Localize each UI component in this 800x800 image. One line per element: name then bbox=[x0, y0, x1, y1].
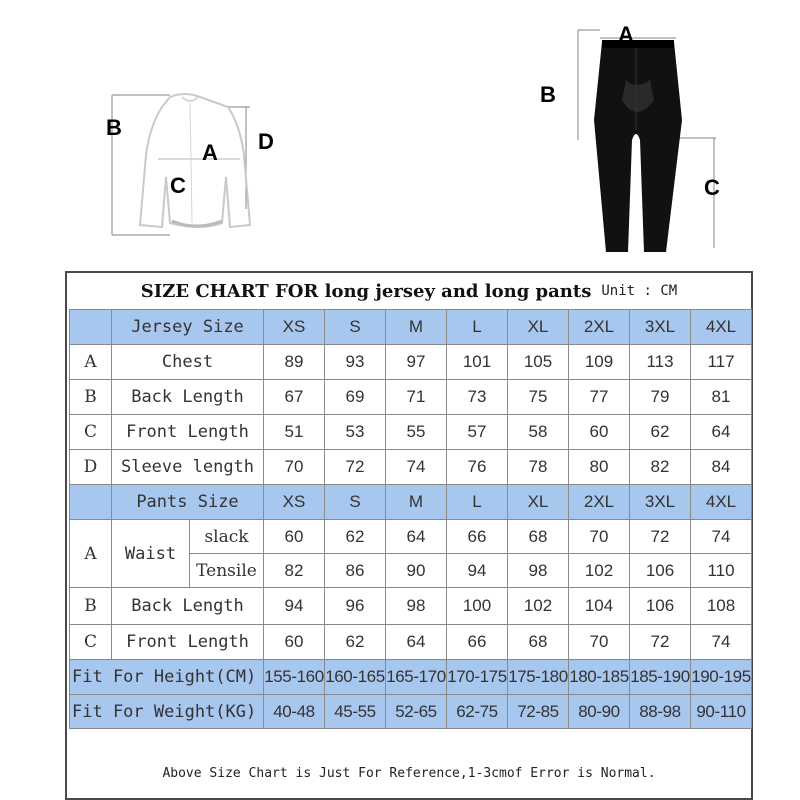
table-row bbox=[70, 588, 752, 625]
table-cell: 66 bbox=[447, 520, 508, 554]
jersey-illustration bbox=[100, 85, 300, 245]
table-cell: 98 bbox=[386, 588, 447, 625]
size-header: 2XL bbox=[569, 485, 630, 520]
row-letter: A bbox=[70, 520, 112, 588]
row-label: Waist bbox=[112, 520, 190, 588]
size-chart bbox=[65, 271, 753, 800]
jersey-label-a: A bbox=[202, 140, 218, 165]
table-cell: 72-85 bbox=[508, 695, 569, 729]
table-cell: 62-75 bbox=[447, 695, 508, 729]
row-label: Back Length bbox=[112, 588, 264, 625]
table-cell: 68 bbox=[508, 625, 569, 660]
row-letter: B bbox=[70, 588, 112, 625]
table-cell: 70 bbox=[569, 625, 630, 660]
row-label: Chest bbox=[112, 345, 264, 380]
table-cell: 60 bbox=[264, 520, 325, 554]
table-cell: 180-185 bbox=[569, 660, 630, 695]
jersey-label-c: C bbox=[170, 173, 186, 198]
fit-height-row bbox=[70, 660, 752, 695]
table-cell: 160-165 bbox=[325, 660, 386, 695]
table-cell: 117 bbox=[691, 345, 752, 380]
size-header: 3XL bbox=[630, 485, 691, 520]
pants-header-row bbox=[70, 485, 752, 520]
size-header: L bbox=[447, 485, 508, 520]
row-label: Back Length bbox=[112, 380, 264, 415]
table-cell: 94 bbox=[264, 588, 325, 625]
size-header: XS bbox=[264, 310, 325, 345]
size-header: 4XL bbox=[691, 485, 752, 520]
table-cell: 100 bbox=[447, 588, 508, 625]
table-cell: 64 bbox=[691, 415, 752, 450]
table-cell: 71 bbox=[386, 380, 447, 415]
table-cell: 62 bbox=[325, 520, 386, 554]
table-cell: 79 bbox=[630, 380, 691, 415]
table-cell: 60 bbox=[264, 625, 325, 660]
chart-title: SIZE CHART FOR long jersey and long pants bbox=[140, 280, 592, 302]
table-cell: 78 bbox=[508, 450, 569, 485]
row-letter: C bbox=[70, 415, 112, 450]
table-cell: 109 bbox=[569, 345, 630, 380]
pants-label-c: C bbox=[704, 175, 720, 200]
table-cell: 73 bbox=[447, 380, 508, 415]
row-letter: D bbox=[70, 450, 112, 485]
table-cell: 72 bbox=[630, 625, 691, 660]
table-cell: 86 bbox=[325, 554, 386, 588]
table-cell: 62 bbox=[630, 415, 691, 450]
table-cell: 70 bbox=[569, 520, 630, 554]
table-cell: 60 bbox=[569, 415, 630, 450]
size-header: 2XL bbox=[569, 310, 630, 345]
table-cell: 165-170 bbox=[386, 660, 447, 695]
jersey-label-b: B bbox=[106, 115, 122, 140]
table-cell: 102 bbox=[508, 588, 569, 625]
table-cell: 93 bbox=[325, 345, 386, 380]
table-cell: 72 bbox=[325, 450, 386, 485]
jersey-label-d: D bbox=[258, 129, 274, 154]
table-cell: 80 bbox=[569, 450, 630, 485]
table-cell: 64 bbox=[386, 625, 447, 660]
chart-title-row bbox=[67, 273, 751, 309]
row-sublabel: slack bbox=[190, 520, 264, 554]
row-label: Front Length bbox=[112, 625, 264, 660]
table-cell: 98 bbox=[508, 554, 569, 588]
size-header: S bbox=[325, 485, 386, 520]
table-cell: 170-175 bbox=[447, 660, 508, 695]
jersey-size-header: Jersey Size bbox=[112, 310, 264, 345]
row-letter: A bbox=[70, 345, 112, 380]
table-cell: 66 bbox=[447, 625, 508, 660]
table-cell: 102 bbox=[569, 554, 630, 588]
table-cell: 76 bbox=[447, 450, 508, 485]
table-cell: 81 bbox=[691, 380, 752, 415]
chart-unit: Unit : CM bbox=[601, 283, 678, 299]
row-label: Front Length bbox=[112, 415, 264, 450]
table-cell: 90-110 bbox=[691, 695, 752, 729]
pants-label-b: B bbox=[540, 82, 556, 107]
table-row bbox=[70, 345, 752, 380]
table-cell: 88-98 bbox=[630, 695, 691, 729]
table-cell: 57 bbox=[447, 415, 508, 450]
table-cell: 52-65 bbox=[386, 695, 447, 729]
table-cell: 82 bbox=[264, 554, 325, 588]
size-header: M bbox=[386, 310, 447, 345]
table-cell: 84 bbox=[691, 450, 752, 485]
table-cell: 74 bbox=[691, 520, 752, 554]
table-cell: 106 bbox=[630, 554, 691, 588]
size-header: 4XL bbox=[691, 310, 752, 345]
pants-label-a: A bbox=[618, 22, 634, 47]
size-header: S bbox=[325, 310, 386, 345]
pants-size-header: Pants Size bbox=[112, 485, 264, 520]
table-cell: 190-195 bbox=[691, 660, 752, 695]
table-cell: 45-55 bbox=[325, 695, 386, 729]
chart-footnote: Above Size Chart is Just For Reference,1-3cmof Error is Normal. bbox=[162, 765, 656, 781]
table-cell: 74 bbox=[386, 450, 447, 485]
table-cell: 69 bbox=[325, 380, 386, 415]
table-cell: 108 bbox=[691, 588, 752, 625]
table-cell: 72 bbox=[630, 520, 691, 554]
table-cell: 77 bbox=[569, 380, 630, 415]
table-cell: 53 bbox=[325, 415, 386, 450]
row-letter: C bbox=[70, 625, 112, 660]
table-cell: 62 bbox=[325, 625, 386, 660]
table-cell: 70 bbox=[264, 450, 325, 485]
row-letter: B bbox=[70, 380, 112, 415]
table-cell: 64 bbox=[386, 520, 447, 554]
table-cell: 82 bbox=[630, 450, 691, 485]
pants-silhouette-icon bbox=[536, 20, 736, 260]
size-header: XS bbox=[264, 485, 325, 520]
table-cell: 89 bbox=[264, 345, 325, 380]
size-header: 3XL bbox=[630, 310, 691, 345]
table-row bbox=[70, 450, 752, 485]
jersey-outline-icon bbox=[100, 85, 300, 245]
size-header: M bbox=[386, 485, 447, 520]
table-cell: 96 bbox=[325, 588, 386, 625]
size-header: XL bbox=[508, 485, 569, 520]
table-cell: 113 bbox=[630, 345, 691, 380]
table-cell: 80-90 bbox=[569, 695, 630, 729]
table-cell: 110 bbox=[691, 554, 752, 588]
table-cell: 101 bbox=[447, 345, 508, 380]
fit-weight-label: Fit For Weight(KG) bbox=[70, 695, 264, 729]
table-cell: 67 bbox=[264, 380, 325, 415]
fit-weight-row bbox=[70, 695, 752, 729]
table-cell: 185-190 bbox=[630, 660, 691, 695]
table-row bbox=[70, 380, 752, 415]
table-cell: 105 bbox=[508, 345, 569, 380]
header-blank-cell bbox=[70, 485, 112, 520]
table-row bbox=[70, 520, 752, 554]
table-cell: 155-160 bbox=[264, 660, 325, 695]
table-cell: 75 bbox=[508, 380, 569, 415]
table-row bbox=[70, 415, 752, 450]
table-cell: 175-180 bbox=[508, 660, 569, 695]
table-cell: 94 bbox=[447, 554, 508, 588]
table-cell: 58 bbox=[508, 415, 569, 450]
table-cell: 90 bbox=[386, 554, 447, 588]
table-cell: 106 bbox=[630, 588, 691, 625]
table-cell: 68 bbox=[508, 520, 569, 554]
size-header: XL bbox=[508, 310, 569, 345]
fit-height-label: Fit For Height(CM) bbox=[70, 660, 264, 695]
table-cell: 40-48 bbox=[264, 695, 325, 729]
table-cell: 55 bbox=[386, 415, 447, 450]
table-row bbox=[70, 625, 752, 660]
jersey-header-row bbox=[70, 310, 752, 345]
size-header: L bbox=[447, 310, 508, 345]
size-table bbox=[69, 309, 752, 729]
pants-illustration bbox=[536, 20, 736, 260]
header-blank-cell bbox=[70, 310, 112, 345]
row-label: Sleeve length bbox=[112, 450, 264, 485]
table-cell: 97 bbox=[386, 345, 447, 380]
row-sublabel: Tensile bbox=[190, 554, 264, 588]
table-cell: 104 bbox=[569, 588, 630, 625]
table-cell: 74 bbox=[691, 625, 752, 660]
table-cell: 51 bbox=[264, 415, 325, 450]
